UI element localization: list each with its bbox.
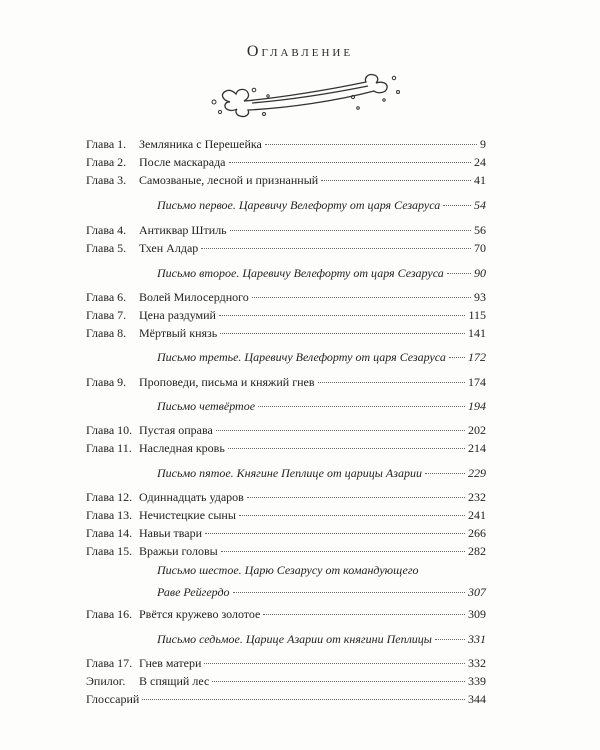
dot-leader [221, 550, 465, 552]
toc-title: Письмо четвёртое [157, 399, 256, 413]
toc-entry-chapter [0, 542, 600, 560]
toc-page-number: 93 [474, 290, 486, 304]
toc-entry-letter [0, 196, 600, 214]
toc-entry-letter [0, 397, 600, 415]
toc-page-number: 202 [468, 423, 486, 437]
toc-label: Глава 9. [86, 375, 127, 389]
dot-leader [142, 698, 465, 700]
toc-entry-chapter [0, 171, 600, 189]
toc-entry-letter [0, 630, 600, 648]
toc-title: В спящий лес [139, 674, 210, 688]
toc-title: Письмо третье. Царевичу Велефорту от царя Сезаруса [157, 350, 446, 364]
toc-page-number: 331 [468, 632, 486, 646]
toc-label: Глава 8. [86, 326, 127, 340]
toc-title: Рвётся кружево золотое [139, 607, 261, 621]
toc-title: Мёртвый князь [139, 326, 218, 340]
toc-page-number: 229 [468, 466, 486, 480]
toc-label: Глава 4. [86, 223, 127, 237]
dot-leader [321, 179, 471, 181]
toc-title: Одиннадцать ударов [139, 490, 244, 504]
toc-page-number: 339 [468, 674, 486, 688]
toc-title: Тхен Алдар [139, 241, 199, 255]
toc-entry-letter [0, 464, 600, 482]
toc-page-number: 344 [468, 692, 486, 706]
toc-title: Письмо пятое. Княгине Пеплице от царицы Азарии [157, 466, 422, 480]
toc-title: Письмо первое. Царевичу Велефорту от царя Сезаруса [157, 198, 441, 212]
dot-leader [230, 229, 471, 231]
dot-leader [212, 680, 465, 682]
toc-entry-letter [0, 562, 600, 602]
dot-leader [447, 272, 471, 274]
dot-leader [247, 496, 465, 498]
dot-leader [204, 662, 465, 664]
dot-leader [239, 514, 465, 516]
toc-entry-chapter [0, 605, 600, 623]
toc-entry-chapter [0, 239, 600, 257]
toc-title: Раве Рейгердо [157, 585, 230, 599]
toc-page-number: 70 [474, 241, 486, 255]
toc-entry-chapter [0, 654, 600, 672]
toc-label: Глава 7. [86, 308, 127, 322]
dot-leader [216, 429, 465, 431]
toc-label: Глава 11. [86, 441, 132, 455]
dot-leader [228, 447, 465, 449]
toc-entry-chapter [0, 488, 600, 506]
dot-leader [435, 638, 465, 640]
toc-label: Глава 15. [86, 544, 133, 558]
toc-entry-letter [0, 348, 600, 366]
toc-label: Глава 17. [86, 656, 133, 670]
toc-page-number: 24 [474, 155, 486, 169]
toc-page-number: 172 [468, 350, 486, 364]
toc-label: Глава 10. [86, 423, 133, 437]
dot-leader [443, 204, 471, 206]
toc-label: Глава 14. [86, 526, 133, 540]
dot-leader [220, 332, 465, 334]
toc-label: Глава 16. [86, 607, 133, 621]
toc-entry-chapter [0, 221, 600, 239]
toc-entry-chapter [0, 373, 600, 391]
toc-label: Глоссарий [86, 692, 140, 706]
toc-entry-chapter [0, 672, 600, 690]
toc-title: Пустая оправа [139, 423, 213, 437]
toc-page-number: 307 [468, 585, 486, 599]
dot-leader [265, 143, 477, 145]
toc-page-number: 282 [468, 544, 486, 558]
dot-leader [449, 356, 465, 358]
bone-ornament-icon [208, 70, 403, 120]
page-title: Оглавление [246, 43, 354, 60]
toc-page-number: 115 [468, 308, 486, 322]
toc-page-number: 214 [468, 441, 486, 455]
dot-leader [318, 381, 465, 383]
toc-entry-chapter [0, 524, 600, 542]
toc-title: Нечистецкие сыны [139, 508, 236, 522]
dot-leader [258, 405, 465, 407]
toc-page-number: 332 [468, 656, 486, 670]
dot-leader [201, 247, 471, 249]
dot-leader [219, 314, 465, 316]
toc-page-number: 266 [468, 526, 486, 540]
toc-label: Глава 1. [86, 137, 127, 151]
toc-title: Гнев матери [139, 656, 202, 670]
toc-label: Глава 13. [86, 508, 133, 522]
toc-title: Навьи твари [139, 526, 203, 540]
toc-entry-chapter [0, 690, 600, 708]
toc-label: Глава 12. [86, 490, 133, 504]
toc-entry-chapter [0, 421, 600, 439]
toc-label: Глава 3. [86, 173, 127, 187]
toc-page-number: 232 [468, 490, 486, 504]
toc-page-number: 309 [468, 607, 486, 621]
toc-title: Наследная кровь [139, 441, 225, 455]
toc-title: Самозваные, лесной и признанный [139, 173, 319, 187]
toc-entry-chapter [0, 153, 600, 171]
dot-leader [233, 591, 465, 593]
toc-entry-letter [0, 264, 600, 282]
toc-label: Эпилог. [86, 674, 126, 688]
toc-entry-chapter [0, 439, 600, 457]
toc-page-number: 9 [480, 137, 486, 151]
toc-title: Волей Милосердного [139, 290, 249, 304]
toc-page-number: 174 [468, 375, 486, 389]
dot-leader [229, 161, 471, 163]
toc-page-number: 194 [468, 399, 486, 413]
toc-page-number: 56 [474, 223, 486, 237]
toc-entry-chapter [0, 306, 600, 324]
toc-entry-chapter [0, 324, 600, 342]
dot-leader [252, 296, 471, 298]
dot-leader [205, 532, 465, 534]
toc-entry-chapter [0, 506, 600, 524]
dot-leader [263, 613, 465, 615]
toc-title: Проповеди, письма и княжий гнев [139, 375, 315, 389]
toc-title: Антиквар Штиль [139, 223, 227, 237]
toc-label: Глава 6. [86, 290, 127, 304]
toc-title-line1: Письмо шестое. Царю Сезарусу от командующего [157, 563, 419, 577]
toc-page-number: 41 [474, 173, 486, 187]
toc-title: Земляника с Перешейка [139, 137, 262, 151]
toc-title: Цена раздумий [139, 308, 216, 322]
toc-title: Письмо второе. Царевичу Велефорту от царя Сезаруса [157, 266, 444, 280]
toc-page-number: 54 [474, 198, 486, 212]
dot-leader [425, 472, 465, 474]
toc-page-number: 90 [474, 266, 486, 280]
toc-entry-chapter [0, 135, 600, 153]
toc-title: Вражьи головы [139, 544, 218, 558]
toc-title: Письмо седьмое. Царице Азарии от княгини Пеплицы [157, 632, 432, 646]
toc-label: Глава 2. [86, 155, 127, 169]
toc-page-number: 241 [468, 508, 486, 522]
toc-entry-chapter [0, 288, 600, 306]
toc-label: Глава 5. [86, 241, 127, 255]
toc-page-number: 141 [468, 326, 486, 340]
toc-title: После маскарада [139, 155, 226, 169]
